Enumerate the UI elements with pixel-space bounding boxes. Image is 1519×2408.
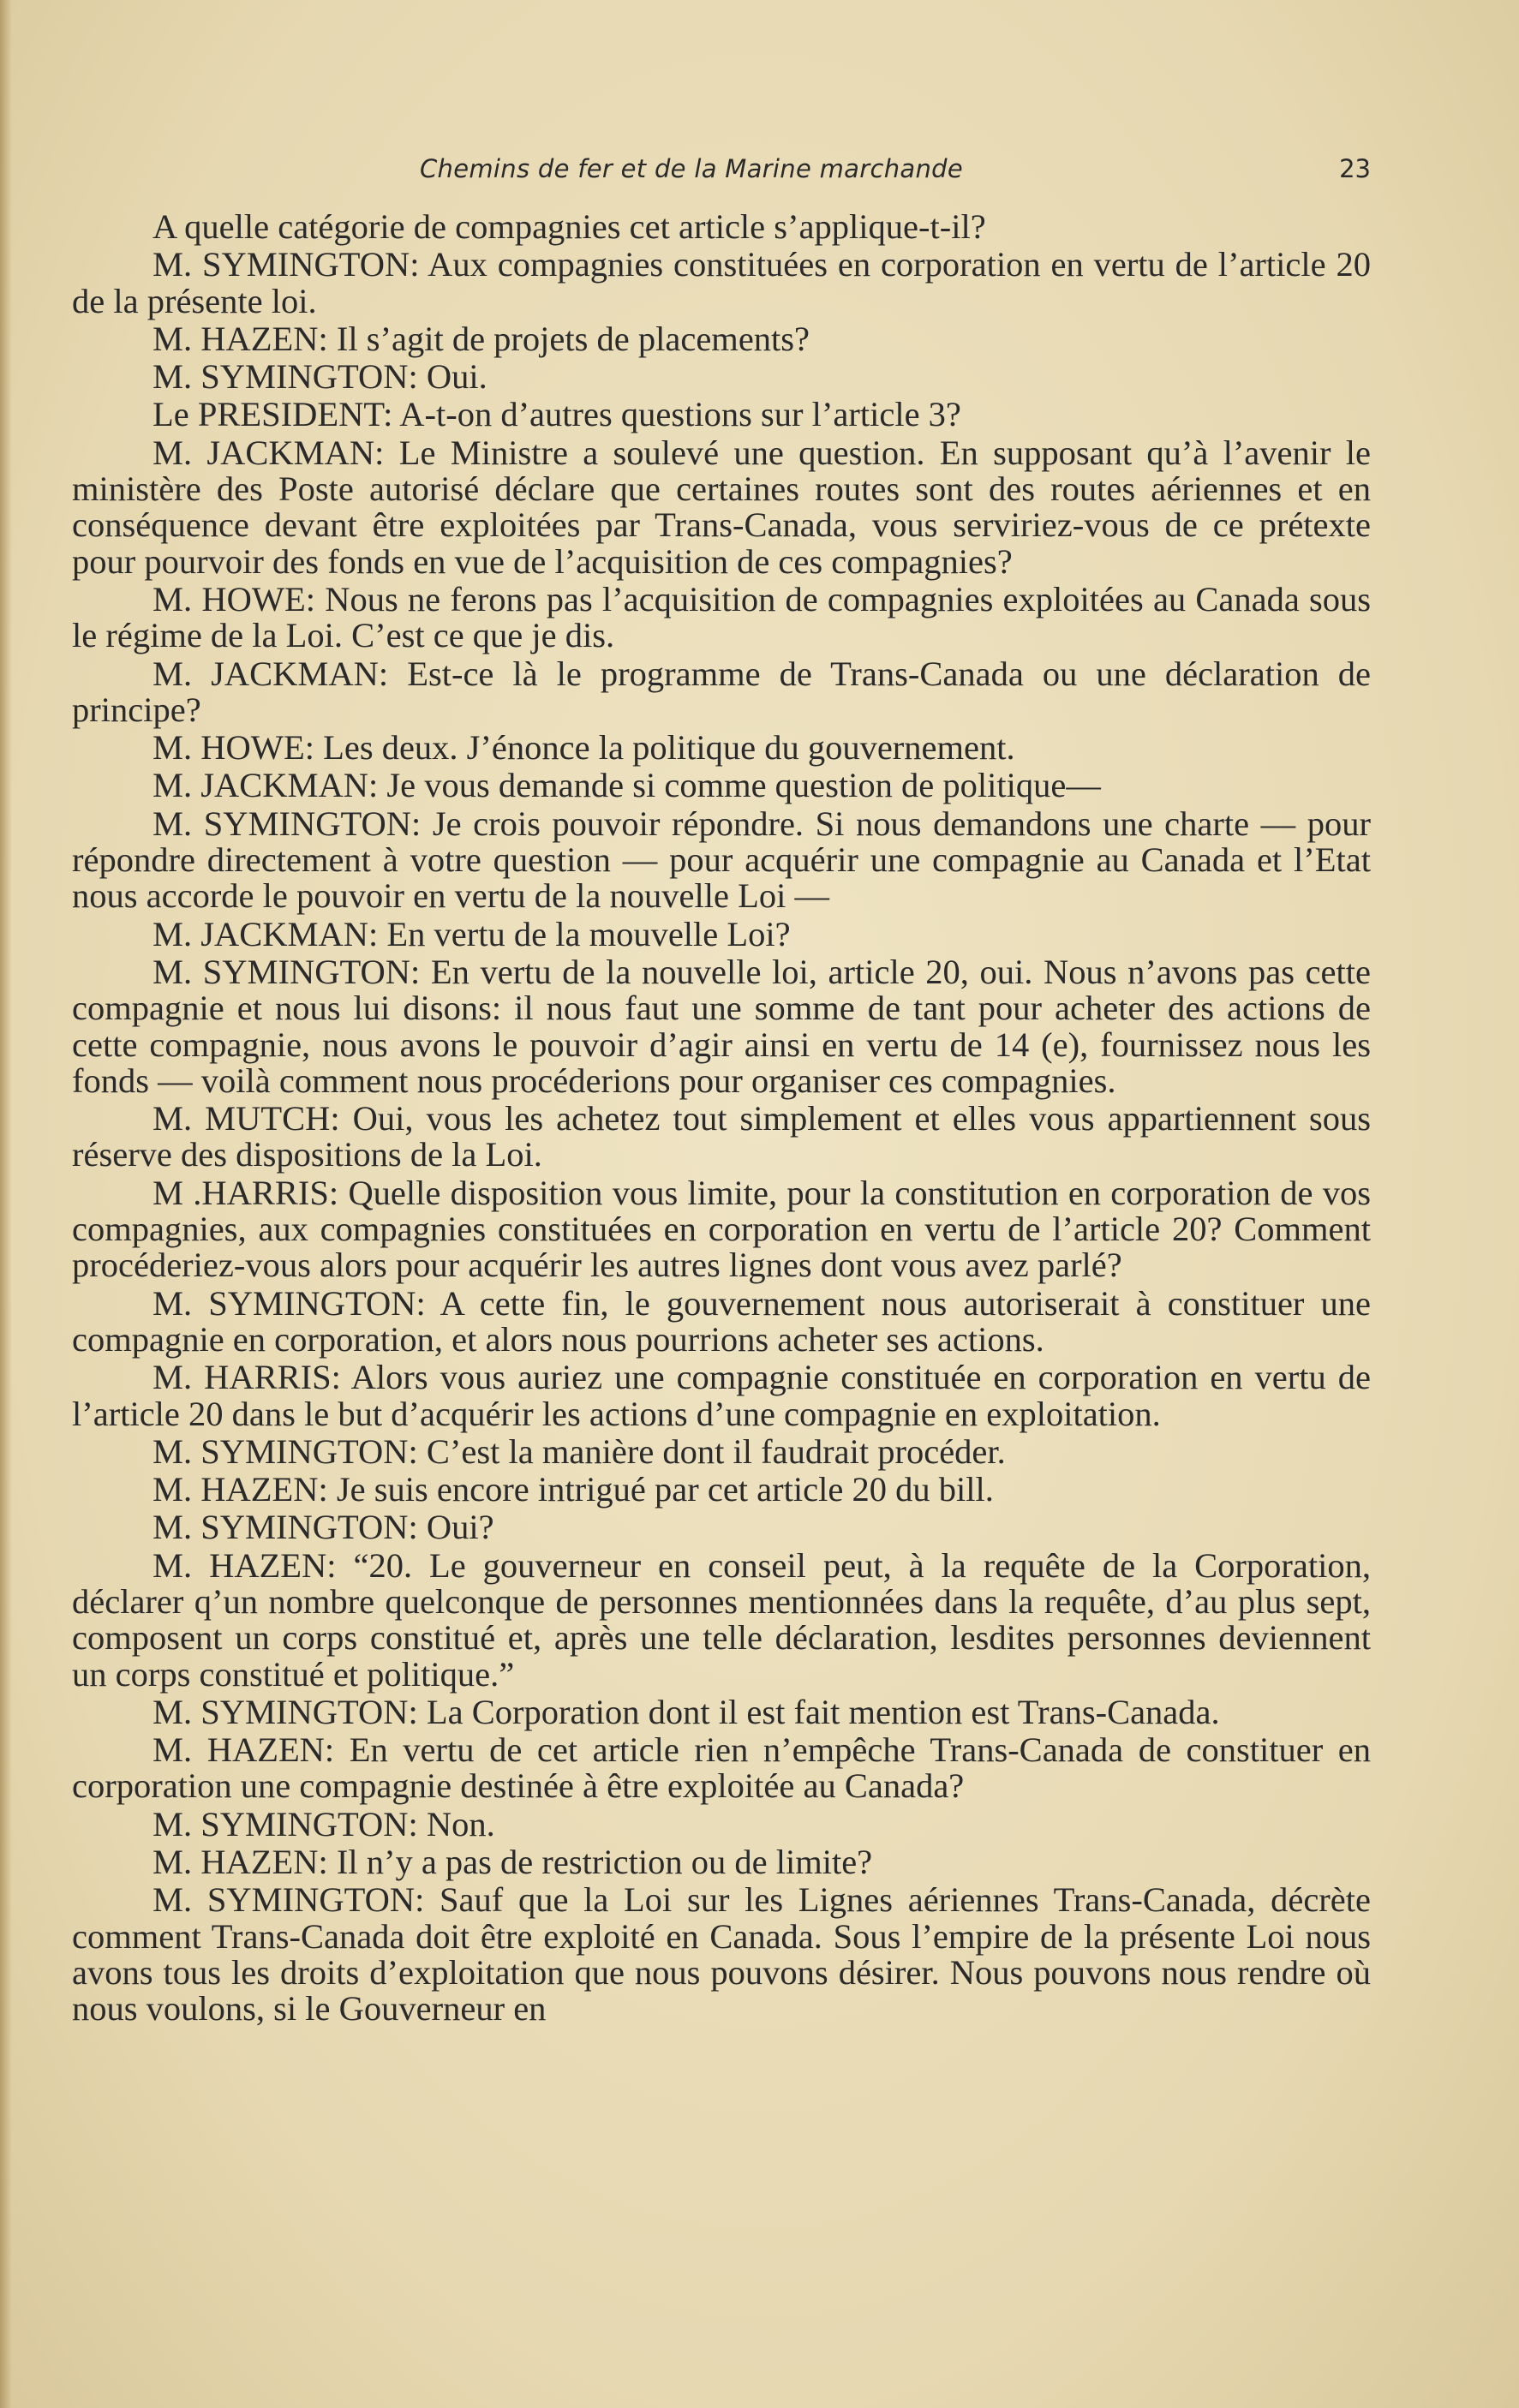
paragraph: M. MUTCH: Oui, vous les achetez tout simplement et elles vous appartiennent sous réserve des dispositions de la Loi. xyxy=(72,1099,1371,1174)
paragraph: M. SYMINGTON: Sauf que la Loi sur les Lignes aériennes Trans-Canada, décrète comment Trans-Canada doit être exploité en Canada. Sous l’empire de la présente Loi nous avons tous les droits d’exploitation que nous pouvons désirer. Nous pouvons nous rendre où nous voulons, si le Gouverneur en xyxy=(72,1880,1371,2029)
paragraph: M. SYMINGTON: A cette fin, le gouvernement nous autoriserait à constituer une compagnie en corporation, et alors nous pourrions acheter ses actions. xyxy=(72,1283,1371,1359)
paragraph: M. SYMINGTON: Oui? xyxy=(152,1508,494,1547)
page-edge-shadow xyxy=(0,0,12,2408)
paragraph: M. JACKMAN: En vertu de la mouvelle Loi? xyxy=(152,914,791,953)
paragraph: M. JACKMAN: Je vous demande si comme question de politique— xyxy=(152,766,1101,805)
paragraph: M. SYMINGTON: Aux compagnies constituées en corporation en vertu de l’article 20 de la présente loi. xyxy=(72,245,1371,320)
paragraph: M. HAZEN: “20. Le gouverneur en conseil peut, à la requête de la Corporation, déclarer q’un nombre quelconque de personnes mentionnées dans la requête, d’au plus sept, composent un corps constitué et, après une telle déclaration, lesdites personnes deviennent un corps constitué et politique.” xyxy=(72,1545,1371,1694)
paragraph: M. SYMINGTON: C’est la manière dont il faudrait procéder. xyxy=(152,1431,1006,1471)
paragraph: M. HAZEN: Je suis encore intrigué par cet article 20 du bill. xyxy=(152,1470,994,1509)
paragraph: M. SYMINGTON: En vertu de la nouvelle loi, article 20, oui. Nous n’avons pas cette compagnie et nous lui disons: il nous faut une somme de tant pour acheter des actions de cette compagnie, nous avons le pouvoir d’agir ainsi en vertu de 14 (e), fournissez nous les fonds — voilà comment nous procéderions pour organiser ces compagnies. xyxy=(72,952,1371,1100)
paragraph: M. SYMINGTON: La Corporation dont il est fait mention est Trans-Canada. xyxy=(152,1692,1220,1731)
paragraph: M. JACKMAN: Le Ministre a soulevé une question. En supposant qu’à l’avenir le ministère des Poste autorisé déclare que certaines routes sont des routes aériennes et en conséquence devant être exploitées par Trans-Canada, vous serviriez-vous de ce prétexte pour pourvoir des fonds en vue de l’acquisition de ces compagnies? xyxy=(72,433,1371,581)
paragraph: M. SYMINGTON: Je crois pouvoir répondre. Si nous demandons une charte — pour répondre directement à votre question — pour acquérir une compagnie au Canada et l’Etat nous accorde le pouvoir en vertu de la nouvelle Loi — xyxy=(72,804,1371,916)
paragraph: Le PRESIDENT: A-t-on d’autres questions sur l’article 3? xyxy=(152,395,961,434)
paragraph: M. JACKMAN: Est-ce là le programme de Trans-Canada ou une déclaration de principe? xyxy=(72,654,1371,729)
paragraph: M. HAZEN: Il s’agit de projets de placements? xyxy=(152,319,810,358)
page-number: 23 xyxy=(1339,154,1371,183)
paragraph: M. HAZEN: Il n’y a pas de restriction ou de limite? xyxy=(152,1843,873,1882)
paragraph: M. SYMINGTON: Non. xyxy=(152,1804,495,1843)
paragraph: A quelle catégorie de compagnies cet article s’applique-t-il? xyxy=(152,207,986,246)
paragraph: M. SYMINGTON: Oui. xyxy=(152,357,487,397)
paragraph: M. HOWE: Nous ne ferons pas l’acquisition de compagnies exploitées au Canada sous le régime de la Loi. C’est ce que je dis. xyxy=(72,579,1371,655)
page-header xyxy=(420,151,1371,194)
paragraph: M .HARRIS: Quelle disposition vous limite, pour la constitution en corporation de vos compagnies, aux compagnies constituées en corporation en vertu de l’article 20? Comment procéderiez-vous alors pour acquérir les autres lignes dont vous avez parlé? xyxy=(72,1173,1371,1285)
paragraph: M. HOWE: Les deux. J’énonce la politique du gouvernement. xyxy=(152,728,1015,768)
transcript-body xyxy=(72,209,1371,2029)
paragraph: M. HARRIS: Alors vous auriez une compagnie constituée en corporation en vertu de l’article 20 dans le but d’acquérir les actions d’une compagnie en exploitation. xyxy=(72,1358,1371,1433)
running-title: Chemins de fer et de la Marine marchande xyxy=(420,154,963,183)
paragraph: M. HAZEN: En vertu de cet article rien n’empêche Trans-Canada de constituer en corporation une compagnie destinée à être exploitée au Canada? xyxy=(72,1730,1371,1806)
